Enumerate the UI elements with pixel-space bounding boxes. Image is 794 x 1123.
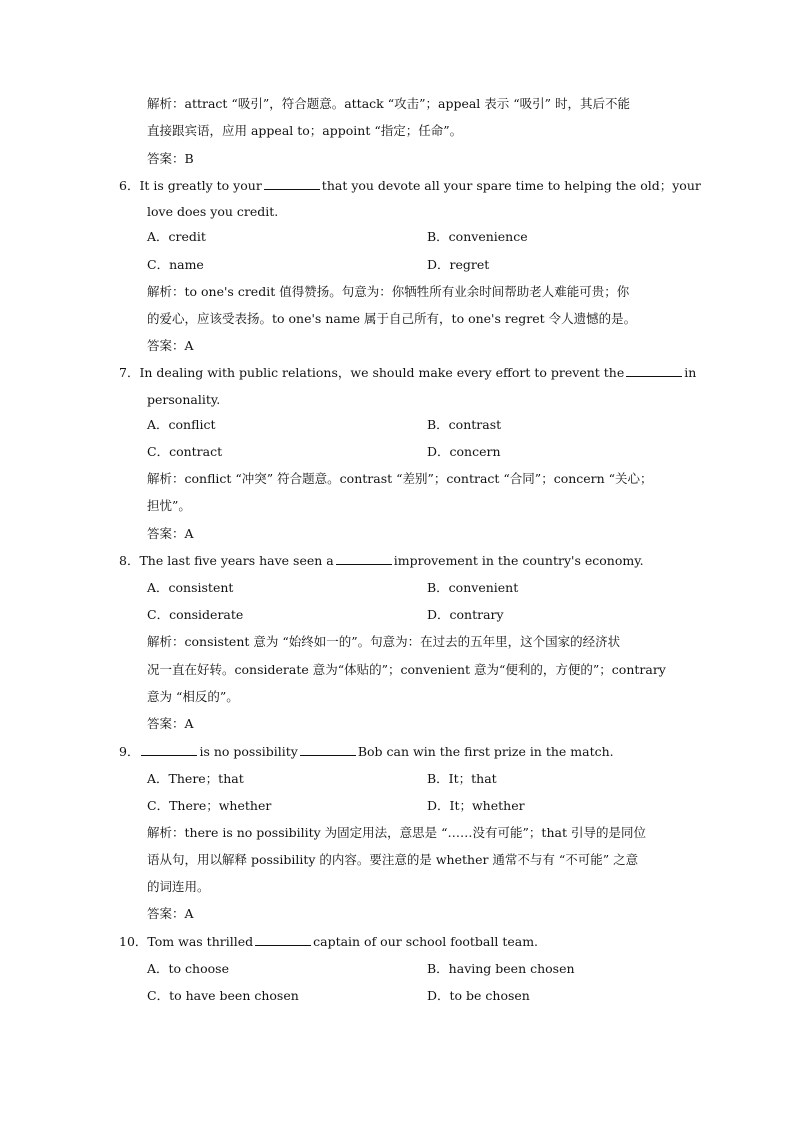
option-a: A．There；that xyxy=(147,771,244,786)
option-c: C．considerate xyxy=(147,607,244,622)
question-6-text-a: 6．It is greatly to your xyxy=(119,178,262,193)
question-6-stem-cont: love does you credit. xyxy=(147,204,279,219)
question-9-text-b: Bob can win the first prize in the match. xyxy=(357,744,614,759)
question-7-text-a: 7．In dealing with public relations，we should make every effort to prevent the xyxy=(119,365,625,380)
question-7-stem-cont: personality. xyxy=(147,392,221,407)
explanation-line: 担忧”。 xyxy=(147,498,191,513)
answer-line: 答案：A xyxy=(147,716,194,731)
explanation-line: 解析：attract “吸引”，符合题意。attack “攻击”；appeal 表示 “吸引” 时，其后不能 xyxy=(147,96,630,111)
explanation-line: 直接跟宾语，应用 appeal to；appoint “指定；任命”。 xyxy=(147,123,463,138)
question-7-blank xyxy=(626,366,682,377)
question-10-blank xyxy=(255,935,311,946)
question-9-number: 9． xyxy=(119,744,140,759)
question-10-text-a: 10．Tom was thrilled xyxy=(119,934,254,949)
option-b: B．having been chosen xyxy=(427,961,575,976)
option-d: D．It；whether xyxy=(427,798,525,813)
answer-line: 答案：B xyxy=(147,151,194,166)
answer-line: 答案：A xyxy=(147,906,194,921)
option-c: C．to have been chosen xyxy=(147,988,299,1003)
explanation-line: 的词连用。 xyxy=(147,879,210,894)
option-a: A．to choose xyxy=(147,961,229,976)
answer-line: 答案：A xyxy=(147,526,194,541)
option-a: A．consistent xyxy=(147,580,234,595)
option-a: A．credit xyxy=(147,229,206,244)
option-b: B．convenience xyxy=(427,229,528,244)
option-b: B．convenient xyxy=(427,580,519,595)
option-a: A．conflict xyxy=(147,417,216,432)
option-c: C．There；whether xyxy=(147,798,272,813)
question-8-text-a: 8．The last five years have seen a xyxy=(119,553,334,568)
option-d: D．to be chosen xyxy=(427,988,530,1003)
explanation-line: 的爱心，应该受表扬。to one's name 属于自己所有，to one's regret 令人遗憾的是。 xyxy=(147,311,637,326)
option-c: C．name xyxy=(147,257,204,272)
option-d: D．concern xyxy=(427,444,501,459)
question-10-stem xyxy=(119,934,538,950)
explanation-line: 解析：to one's credit 值得赞扬。句意为：你牺牲所有业余时间帮助老人难能可贵；你 xyxy=(147,284,630,299)
answer-line: 答案：A xyxy=(147,338,194,353)
question-8-blank xyxy=(336,554,392,565)
option-d: D．contrary xyxy=(427,607,504,622)
question-9-blank-2 xyxy=(300,745,356,756)
question-6-stem xyxy=(119,178,701,194)
option-b: B．It；that xyxy=(427,771,497,786)
question-9-text-a: is no possibility xyxy=(199,744,298,759)
question-7-stem xyxy=(119,365,696,381)
option-b: B．contrast xyxy=(427,417,502,432)
question-9-stem xyxy=(119,744,614,760)
question-8-text-b: improvement in the country's economy. xyxy=(393,553,644,568)
question-7-text-b: in xyxy=(684,365,697,380)
option-d: D．regret xyxy=(427,257,490,272)
question-6-text-b: that you devote all your spare time to helping the old；your xyxy=(321,178,701,193)
question-8-stem xyxy=(119,553,644,569)
question-10-text-b: captain of our school football team. xyxy=(313,934,539,949)
explanation-line: 解析：conflict “冲突” 符合题意。contrast “差别”；contract “合同”；concern “关心； xyxy=(147,471,653,486)
explanation-line: 解析：consistent 意为 “始终如一的”。句意为：在过去的五年里，这个国家的经济状 xyxy=(147,634,621,649)
question-6-blank xyxy=(264,179,320,190)
question-9-blank-1 xyxy=(141,745,197,756)
explanation-line: 况一直在好转。considerate 意为“体贴的”；convenient 意为“便利的，方便的”；contrary xyxy=(147,662,666,677)
explanation-line: 语从句，用以解释 possibility 的内容。要注意的是 whether 通常不与有 “不可能” 之意 xyxy=(147,852,639,867)
explanation-line: 意为 “相反的”。 xyxy=(147,689,239,704)
explanation-line: 解析：there is no possibility 为固定用法，意思是 “……没有可能”；that 引导的是同位 xyxy=(147,825,646,840)
option-c: C．contract xyxy=(147,444,223,459)
